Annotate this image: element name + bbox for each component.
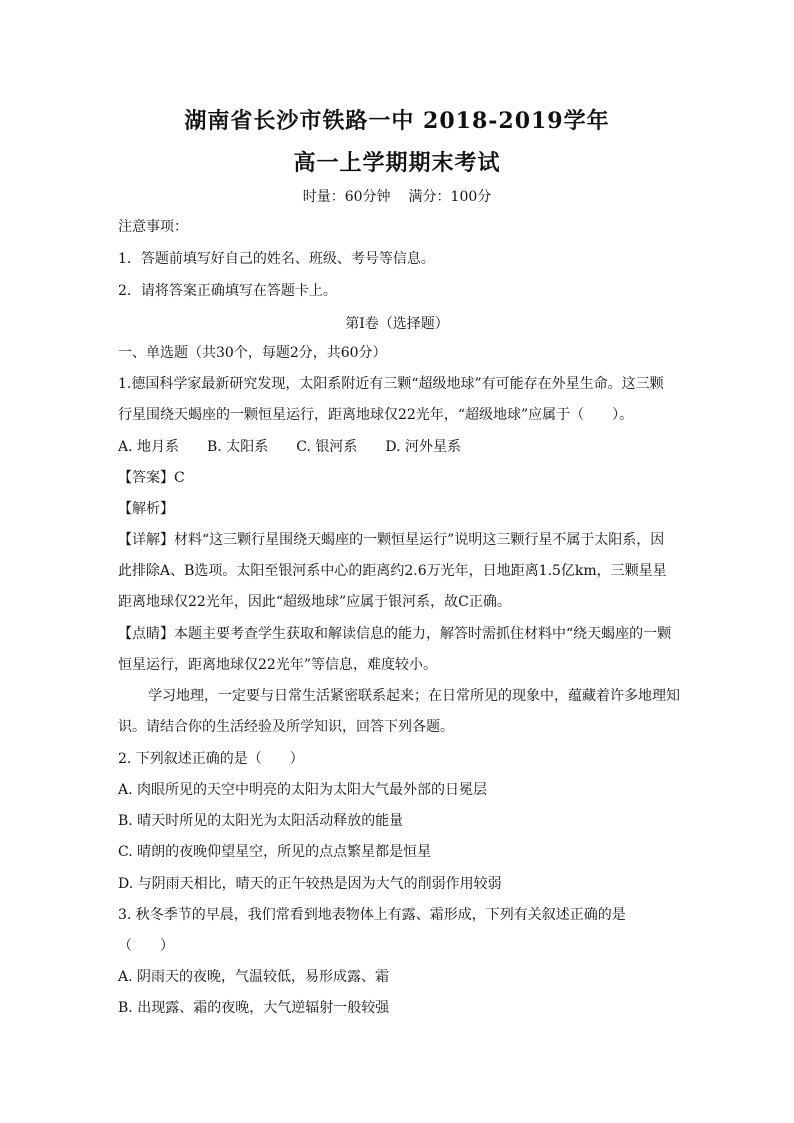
q1-detail-line3: 距离地球仅22光年，因此“超级地球”应属于银河系，故C正确。 bbox=[118, 594, 511, 610]
score-info: 满分：100分 bbox=[408, 189, 492, 205]
exam-meta bbox=[0, 186, 794, 206]
q1-analysis-label: 【解析】 bbox=[118, 501, 174, 517]
q1-option-c: C. 银河系 bbox=[296, 439, 358, 455]
notes-item-1: 1．答题前填写好自己的姓名、班级、考号等信息。 bbox=[118, 251, 435, 267]
q2-option-a: A. 肉眼所见的天空中明亮的太阳为太阳大气最外部的日冕层 bbox=[118, 782, 488, 798]
exam-title-line1: 湖南省长沙市铁路一中 2018-2019学年 bbox=[184, 108, 610, 134]
part-title: 一、单选题（共30个，每题2分，共60分） bbox=[118, 345, 387, 361]
passage-line1: 学习地理，一定要与日常生活紧密联系起来；在日常所见的现象中，蕴藏着许多地理知 bbox=[148, 688, 680, 704]
q2-option-c: C. 晴朗的夜晚仰望星空，所见的点点繁星都是恒星 bbox=[118, 844, 432, 860]
q1-options bbox=[118, 438, 461, 456]
q2-stem: 2. 下列叙述正确的是（ ） bbox=[118, 751, 304, 767]
notes-heading: 注意事项： bbox=[118, 219, 188, 235]
q1-option-d: D. 河外星系 bbox=[385, 439, 461, 455]
q1-point-line2: 恒星运行，距离地球仅22光年”等信息，难度较小。 bbox=[118, 657, 437, 673]
q1-point-line1: 【点睛】本题主要考查学生获取和解读信息的能力，解答时需抓住材料中“绕天蝎座的一颗 bbox=[118, 626, 672, 642]
q1-stem-line1: 1.德国科学家最新研究发现，太阳系附近有三颗“超级地球”有可能存在外星生命。这三颗 bbox=[118, 376, 664, 392]
passage-line2: 识。请结合你的生活经验及所学知识，回答下列各题。 bbox=[118, 719, 454, 735]
q3-stem-line1: 3. 秋冬季节的早晨，我们常看到地表物体上有露、霜形成，下列有关叙述正确的是 bbox=[118, 907, 626, 923]
q1-detail-line2: 此排除A、B选项。太阳至银河系中心的距离约2.6万光年，日地距离1.5亿km，三颗星星 bbox=[118, 563, 667, 579]
q1-stem-line2: 行星围绕天蝎座的一颗恒星运行，距离地球仅22光年，“超级地球”应属于（ ）。 bbox=[118, 407, 634, 423]
q1-option-a: A. 地月系 bbox=[118, 439, 180, 455]
q3-option-a: A. 阴雨天的夜晚，气温较低，易形成露、霜 bbox=[118, 969, 390, 985]
q2-option-d: D. 与阴雨天相比，晴天的正午较热是因为大气的削弱作用较弱 bbox=[118, 876, 502, 892]
q1-detail-line1: 【详解】材料“这三颗行星围绕天蝎座的一颗恒星运行”说明这三颗行星不属于太阳系，因 bbox=[118, 532, 665, 548]
q1-option-b: B. 太阳系 bbox=[207, 439, 269, 455]
notes-item-2: 2．请将答案正确填写在答题卡上。 bbox=[118, 283, 337, 299]
exam-title-line2: 高一上学期期末考试 bbox=[293, 150, 501, 176]
q2-option-b: B. 晴天时所见的太阳光为太阳活动释放的能量 bbox=[118, 813, 404, 829]
q3-stem-line2: （ ） bbox=[118, 938, 174, 954]
q1-answer: 【答案】C bbox=[118, 470, 185, 486]
volume-title: 第I卷（选择题） bbox=[345, 316, 449, 332]
time-info: 时量：60分钟 bbox=[302, 189, 391, 205]
q3-option-b: B. 出现露、霜的夜晚，大气逆辐射一般较强 bbox=[118, 1000, 390, 1016]
